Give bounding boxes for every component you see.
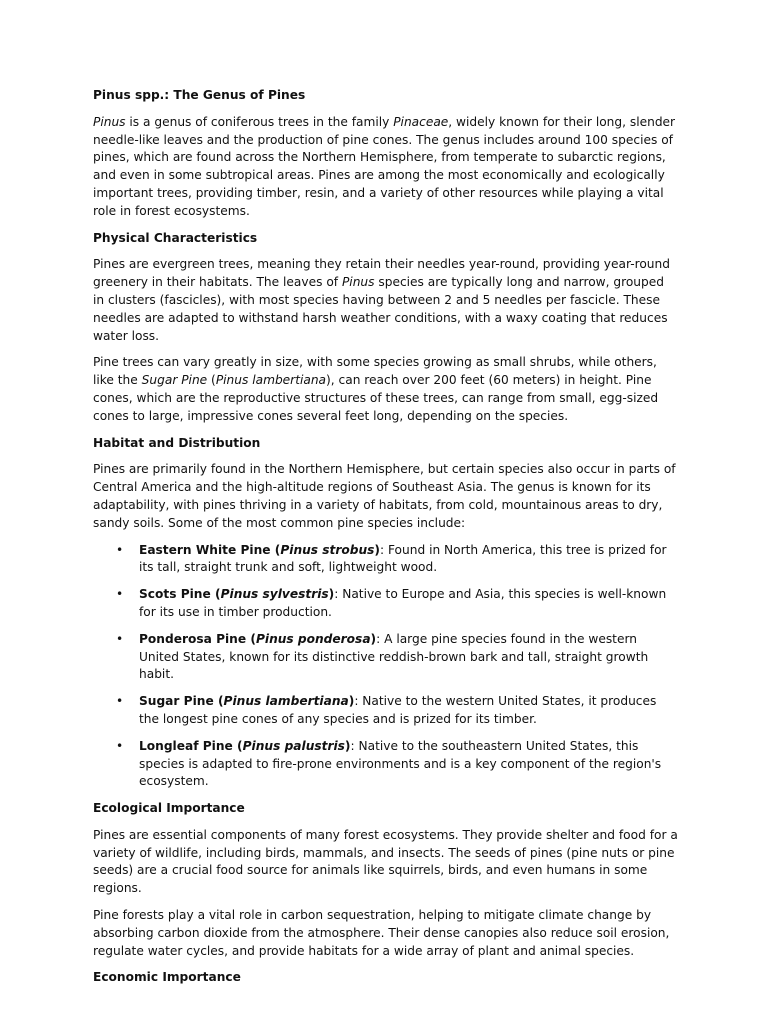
species-paren-close: ) bbox=[370, 631, 377, 646]
intro-text-2: , widely known for their long, slender needle-like leaves and the production of pine cones. The genus includes around 100 species of pines, which are found across the Northern Hemisphere, from temperate to subarctic regions, and even in some subtropical areas. Pines are among the most economically and ecologically important trees, providing timber, resin, and a variety of other resources while playing a vital role in forest ecosystems. bbox=[93, 114, 676, 218]
species-description: : Native to the southeastern United States, this species is adapted to fire-prone environments and is a key component of the region's ecosystem. bbox=[139, 738, 662, 789]
ecological-paragraph-2: Pine forests play a vital role in carbon sequestration, helping to mitigate climate change by absorbing carbon dioxide from the atmosphere. Their dense canopies also reduce soil erosion, regulate water cycles, and provide habitats for a wide array of plant and animal species. bbox=[93, 908, 670, 958]
document-title: Pinus spp.: The Genus of Pines bbox=[93, 88, 306, 102]
intro-text-1: is a genus of coniferous trees in the family bbox=[125, 114, 394, 129]
species-item-longleaf-pine bbox=[139, 738, 678, 791]
species-name bbox=[139, 543, 380, 557]
family-name: Pinaceae bbox=[393, 114, 449, 129]
physical-paragraph-2 bbox=[93, 354, 678, 425]
physical-p1-genus: Pinus bbox=[341, 275, 375, 290]
species-scientific-name: Pinus strobus bbox=[280, 542, 375, 557]
species-list bbox=[93, 542, 678, 792]
species-description: : A large pine species found in the western United States, known for its distinctive reddish-brown bark and tall, straight growth habit. bbox=[139, 631, 649, 682]
species-common-name: Scots Pine ( bbox=[139, 587, 221, 602]
physical-p2-text-a: Pine trees can vary greatly in size, with some species growing as small shrubs, while others, like the bbox=[93, 355, 657, 388]
species-name bbox=[139, 694, 354, 708]
species-description: : Found in North America, this tree is prized for its tall, straight trunk and soft, lightweight wood. bbox=[139, 542, 667, 575]
intro-paragraph bbox=[93, 114, 678, 221]
species-scientific-name: Pinus sylvestris bbox=[220, 587, 329, 602]
habitat-heading: Habitat and Distribution bbox=[93, 435, 261, 450]
species-description: : Native to Europe and Asia, this species is well-known for its use in timber production. bbox=[139, 587, 667, 619]
economic-heading: Economic Importance bbox=[93, 970, 241, 985]
physical-p1-text-a: Pines are evergreen trees, meaning they retain their needles year-round, providing year-round greenery in their habitats. The leaves of bbox=[93, 257, 670, 290]
species-paren-close: ) bbox=[374, 542, 380, 557]
species-paren-close: ) bbox=[348, 694, 355, 709]
physical-heading: Physical Characteristics bbox=[93, 230, 258, 245]
species-common-name: Longleaf Pine ( bbox=[139, 738, 243, 753]
physical-p2-text-b: ), can reach over 200 feet (60 meters) in height. Pine cones, which are the reproductive structures of these trees, can range from small, egg-sized cones to large, impressive cones several feet long, depending on the species. bbox=[93, 373, 659, 423]
physical-p2-common-name: Sugar Pine bbox=[141, 373, 208, 388]
physical-p1-text-b: species are typically long and narrow, grouped in clusters (fascicles), with most species having between 2 and 5 needles per fascicle. These needles are adapted to withstand harsh weather conditions, with a waxy coating that reduces water loss. bbox=[93, 275, 668, 343]
species-description: : Native to the western United States, it produces the longest pine cones of any species and is prized for its timber. bbox=[139, 694, 657, 726]
ecological-heading: Ecological Importance bbox=[93, 801, 245, 816]
species-common-name: Sugar Pine ( bbox=[139, 694, 224, 709]
species-common-name: Ponderosa Pine ( bbox=[139, 631, 256, 646]
species-item-scots-pine bbox=[139, 586, 678, 622]
species-item-sugar-pine bbox=[139, 693, 678, 729]
ecological-paragraph-1: Pines are essential components of many forest ecosystems. They provide shelter and food for a variety of wildlife, including birds, mammals, and insects. The seeds of pines (pine nuts or pine seeds) are a crucial food source for animals like squirrels, birds, and even humans in some regions. bbox=[93, 827, 678, 896]
species-paren-close: ) bbox=[328, 587, 335, 602]
physical-p2-scientific-name: Pinus lambertiana bbox=[215, 373, 327, 388]
physical-p2-paren-open: ( bbox=[207, 373, 216, 388]
genus-name: Pinus bbox=[93, 114, 126, 129]
physical-paragraph-1 bbox=[93, 256, 678, 345]
species-item-eastern-white-pine bbox=[139, 542, 678, 578]
species-name bbox=[139, 587, 334, 601]
species-item-ponderosa-pine bbox=[139, 631, 678, 684]
species-paren-close: ) bbox=[344, 738, 351, 753]
species-name bbox=[139, 632, 376, 646]
species-name bbox=[139, 739, 351, 753]
species-common-name: Eastern White Pine ( bbox=[139, 542, 281, 557]
document-body bbox=[93, 87, 678, 996]
habitat-paragraph: Pines are primarily found in the Northern Hemisphere, but certain species also occur in parts of Central America and the high-altitude regions of Southeast Asia. The genus is known for its adaptability, with pines thriving in a variety of habitats, from cold, mountainous areas to dry, sandy soils. Some of the most common pine species include: bbox=[93, 462, 676, 530]
species-scientific-name: Pinus lambertiana bbox=[223, 694, 349, 709]
species-scientific-name: Pinus ponderosa bbox=[255, 631, 371, 646]
species-scientific-name: Pinus palustris bbox=[242, 738, 345, 753]
